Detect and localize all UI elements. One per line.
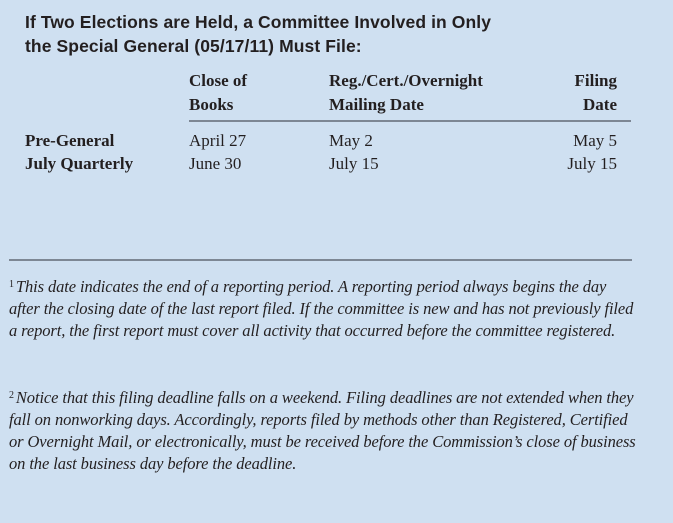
footnote-text: This date indicates the end of a reporting period. A reporting period always begins the day after the closing date of the last report filed. If the committee is new and has not previously filed a report, the first report must cover all activity that occurred before the committee registered. bbox=[9, 277, 634, 340]
header-mailing-date: Reg./Cert./Overnight Mailing Date bbox=[329, 71, 483, 114]
filing-date-cell: May 5 bbox=[573, 131, 617, 150]
footnote-marker: 2 bbox=[9, 390, 14, 401]
close-of-books-cell: June 30 bbox=[189, 154, 242, 173]
filing-date-cell: July 15 bbox=[567, 154, 617, 173]
footnote-1 bbox=[9, 276, 639, 342]
row-label: July Quarterly bbox=[25, 154, 134, 173]
row-label: Pre-General bbox=[25, 131, 115, 150]
footnote-2 bbox=[9, 387, 639, 475]
footnote-text: Notice that this filing deadline falls on a weekend. Filing deadlines are not extended when they fall on nonworking days. Accordingly, reports filed by methods other than Registered, Certified or Overnight Mail, or electronically, must be received before the Commission’s close of business on the last business day before the deadline. bbox=[9, 388, 636, 473]
section-title-line-2: the Special General (05/17/11) Must File: bbox=[25, 36, 362, 56]
mailing-date-cell: July 15 bbox=[329, 154, 379, 173]
close-of-books-cell: April 27 bbox=[189, 131, 247, 150]
header-close-of-books: Close of Books bbox=[189, 71, 248, 114]
footnote-divider bbox=[9, 259, 632, 261]
footnote-marker: 1 bbox=[9, 279, 14, 290]
table-header-rule bbox=[189, 120, 631, 122]
section-title bbox=[25, 10, 645, 58]
mailing-date-cell: May 2 bbox=[329, 131, 373, 150]
section-title-line-1: If Two Elections are Held, a Committee Involved in Only bbox=[25, 12, 492, 32]
header-filing-date: Filing Date bbox=[574, 71, 617, 114]
